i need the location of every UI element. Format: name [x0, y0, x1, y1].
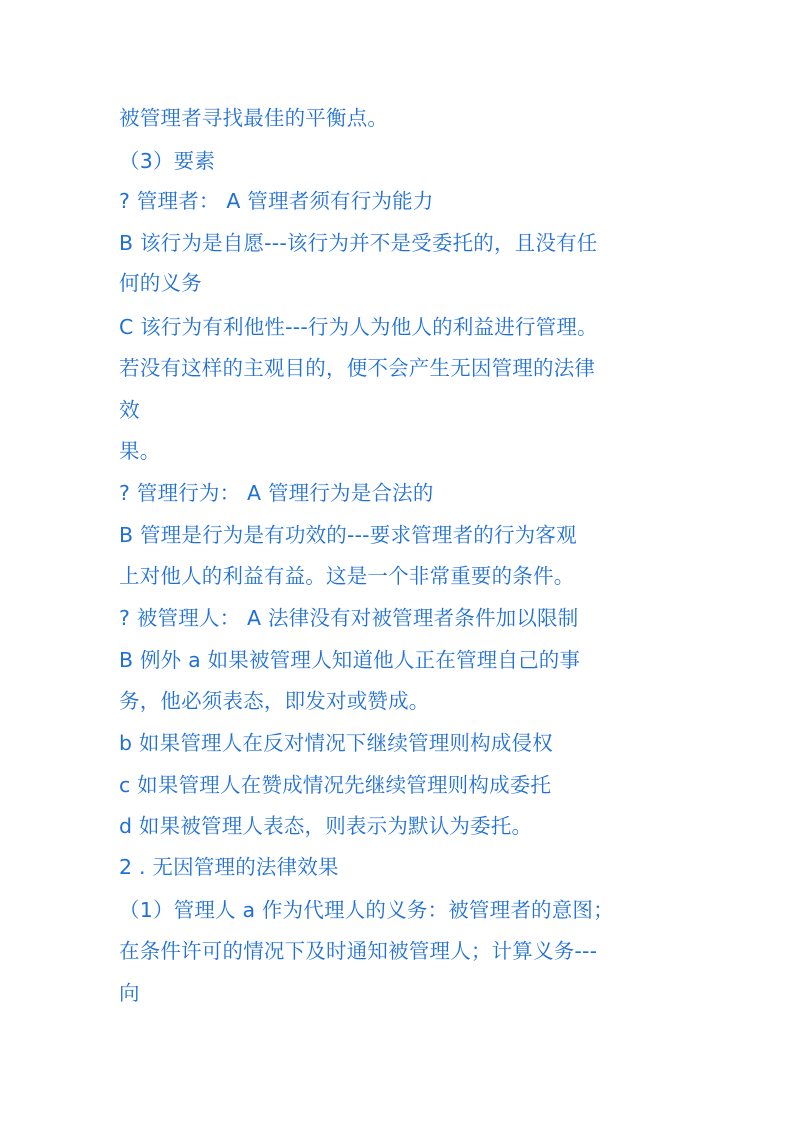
text-line-17: c 如果管理人在赞成情况先继续管理则构成委托	[119, 773, 552, 797]
text-line-11: B 管理是行为是有功效的---要求管理者的行为客观	[119, 523, 577, 547]
text-line-4: B 该行为是自愿---该行为并不是受委托的，且没有任	[119, 231, 598, 255]
text-line-19: 2 . 无因管理的法律效果	[119, 855, 339, 879]
text-line-14: B 例外 a 如果被管理人知道他人正在管理自己的事	[119, 648, 581, 672]
text-line-21: 在条件许可的情况下及时通知被管理人；计算义务---	[119, 939, 598, 963]
text-line-13: ? 被管理人： A 法律没有对被管理者条件加以限制	[119, 606, 579, 630]
text-line-18: d 如果被管理人表态，则表示为默认为委托。	[119, 814, 533, 838]
text-line-5: 何的义务	[119, 271, 202, 295]
text-line-16: b 如果管理人在反对情况下继续管理则构成侵权	[119, 731, 553, 755]
text-line-12: 上对他人的利益有益。这是一个非常重要的条件。	[119, 564, 575, 588]
text-line-20: （1）管理人 a 作为代理人的义务：被管理者的意图；	[119, 898, 614, 922]
text-line-15: 务，他必须表态，即发对或赞成。	[119, 689, 430, 713]
text-line-9: 果。	[119, 439, 161, 463]
text-line-10: ? 管理行为： A 管理行为是合法的	[119, 481, 434, 505]
text-line-8: 效	[119, 398, 140, 422]
text-line-3: ? 管理者： A 管理者须有行为能力	[119, 189, 434, 213]
text-line-1: 被管理者寻找最佳的平衡点。	[119, 106, 389, 130]
text-line-6: C 该行为有利他性---行为人为他人的利益进行管理。	[119, 315, 598, 339]
text-line-7: 若没有这样的主观目的，便不会产生无因管理的法律	[119, 356, 596, 380]
text-line-22: 向	[119, 981, 140, 1005]
text-line-2: （3）要素	[119, 149, 216, 173]
